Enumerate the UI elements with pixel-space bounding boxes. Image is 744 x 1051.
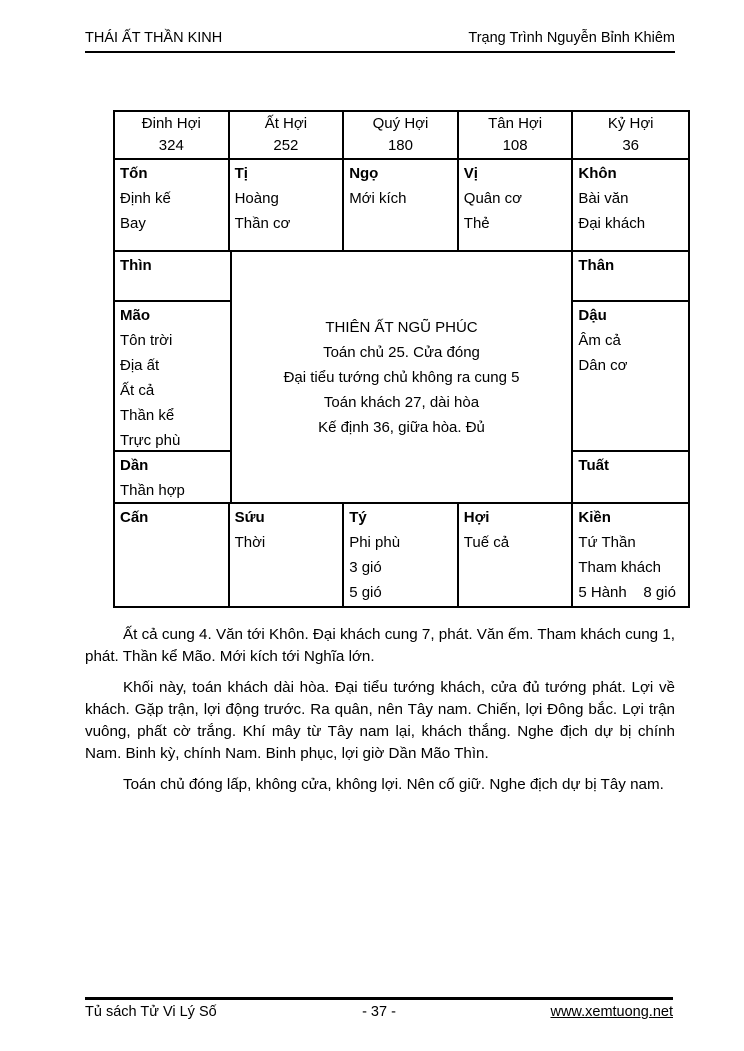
zone-line: Hoàng — [234, 190, 279, 207]
footer-website-link[interactable]: www.xemtuong.net — [550, 1004, 673, 1020]
zone-label: Thìn — [120, 257, 152, 274]
zone-line: Dân cơ — [578, 357, 628, 374]
chart-zone-cell — [230, 504, 345, 606]
chart-zone-cell — [115, 504, 230, 606]
zone-line: Thời — [234, 534, 266, 551]
center-summary-cell — [230, 252, 574, 502]
header-book-title: THÁI ẤT THẦN KINH — [85, 30, 223, 46]
year-name: Đinh Hợi — [141, 115, 201, 132]
middle-section — [115, 252, 688, 504]
zone-line: Thần kể — [120, 407, 175, 424]
zone-label: Kiền — [578, 509, 611, 526]
center-line: Đại tiểu tướng chủ không ra cung 5 — [283, 368, 520, 386]
paragraph: Ất cả cung 4. Văn tới Khôn. Đại khách cung 7, phát. Văn ếm. Tham khách cung 1, phát. Thần kể Mão. Mới kích tới Nghĩa lớn. — [85, 626, 675, 665]
zone-label: Sứu — [234, 509, 265, 526]
year-name: Tân Hợi — [488, 115, 543, 132]
zone-label: Dần — [120, 457, 149, 474]
year-cell — [344, 112, 459, 158]
zone-label: Khôn — [578, 165, 617, 182]
paragraph: Khối này, toán khách dài hòa. Đại tiểu tướng khách, cửa đủ tướng phát. Lợi về khách. Gặp trận, lợi động trước. Ra quân, nên Tây nam. Chiến, lợi Đông bắc. Lợi trận vuông, phất cờ trắng. Khí mây từ Tây nam lại, khách thắng. Nghe địch dự bị chính Nam. Binh kỳ, chính Nam. Binh phục, lợi giờ Dần Mão Thìn. — [85, 679, 675, 762]
zone-label: Tốn — [120, 165, 148, 182]
zone-line: Mới kích — [349, 190, 407, 207]
zone-label: Hợi — [463, 509, 490, 526]
year-value: 252 — [273, 137, 299, 154]
year-cell — [115, 112, 230, 158]
zone-line: Quân cơ — [463, 190, 522, 207]
zone-label: Tị — [234, 165, 248, 182]
chart-zone-cell — [573, 504, 688, 606]
body-text — [85, 624, 675, 805]
year-value: 36 — [622, 137, 640, 154]
right-zone-column — [573, 252, 688, 502]
zone-line: Đại khách — [578, 215, 646, 232]
year-value: 108 — [502, 137, 528, 154]
bottom-zone-row — [115, 504, 688, 606]
zone-line: Thần hợp — [120, 482, 185, 499]
chart-zone-cell — [115, 302, 230, 452]
zone-line: Thẻ — [463, 215, 490, 232]
chart-zone-cell — [573, 160, 688, 250]
chart-zone-cell — [573, 452, 688, 502]
zone-label: Vị — [463, 165, 478, 182]
footer-series-name: Tủ sách Tử Vi Lý Số — [85, 1004, 217, 1020]
year-cell — [573, 112, 688, 158]
zone-line: 5 gió — [349, 584, 382, 601]
zone-line: Tuế cả — [463, 534, 510, 551]
paragraph: Toán chủ đóng lấp, không cửa, không lợi. Nên cố giữ. Nghe địch dự bị Tây nam. — [123, 776, 664, 793]
zone-label: Ngọ — [349, 165, 379, 182]
chart-zone-cell — [115, 252, 230, 302]
zone-line: Bài văn — [578, 190, 629, 207]
year-header-row — [115, 112, 688, 160]
thai-at-chart-table — [113, 110, 690, 608]
zone-label: Tý — [349, 509, 367, 526]
zone-line: 5 Hành 8 gió — [578, 584, 676, 601]
zone-line: Địa ất — [120, 357, 160, 374]
zone-line: Tham khách — [578, 559, 661, 576]
year-value: 180 — [387, 137, 413, 154]
chart-zone-cell — [573, 252, 688, 302]
center-title: THIÊN ẤT NGŨ PHÚC — [325, 318, 478, 336]
year-name: Ất Hợi — [264, 115, 308, 132]
zone-line: 3 gió — [349, 559, 382, 576]
year-name: Quý Hợi — [372, 115, 429, 132]
zone-line: Tứ Thần — [578, 534, 636, 551]
zone-line: Thần cơ — [234, 215, 291, 232]
zone-line: Tôn trời — [120, 332, 173, 349]
center-line: Kế định 36, giữa hòa. Đủ — [318, 418, 485, 436]
chart-zone-cell — [230, 160, 345, 250]
zone-line: Âm cả — [578, 332, 621, 349]
zone-label: Tuất — [578, 457, 609, 474]
year-cell — [459, 112, 574, 158]
zone-label: Mão — [120, 307, 150, 324]
chart-zone-cell — [115, 160, 230, 250]
zone-line: Trực phù — [120, 432, 181, 449]
chart-zone-cell — [459, 160, 574, 250]
footer-page-number: - 37 - — [362, 1004, 396, 1020]
year-cell — [230, 112, 345, 158]
year-value: 324 — [158, 137, 184, 154]
chart-zone-cell — [344, 160, 459, 250]
center-line: Toán khách 27, dài hòa — [323, 393, 480, 411]
chart-zone-cell — [459, 504, 574, 606]
year-name: Kỷ Hợi — [607, 115, 654, 132]
page-footer — [85, 997, 673, 1020]
zone-label: Cấn — [120, 509, 149, 526]
header-author: Trạng Trình Nguyễn Bỉnh Khiêm — [468, 30, 675, 46]
zone-label: Dậu — [578, 307, 607, 324]
chart-zone-cell — [344, 504, 459, 606]
zone-label: Thân — [578, 257, 615, 274]
zone-line: Ất cả — [120, 382, 155, 399]
zone-line: Phi phù — [349, 534, 401, 551]
zone-line: Bay — [120, 215, 146, 232]
page-header — [85, 30, 675, 53]
left-zone-column — [115, 252, 230, 502]
zone-line: Định kế — [120, 190, 171, 207]
chart-zone-cell — [573, 302, 688, 452]
chart-zone-cell — [115, 452, 230, 502]
center-line: Toán chủ 25. Cửa đóng — [323, 343, 480, 361]
top-zone-row — [115, 160, 688, 252]
